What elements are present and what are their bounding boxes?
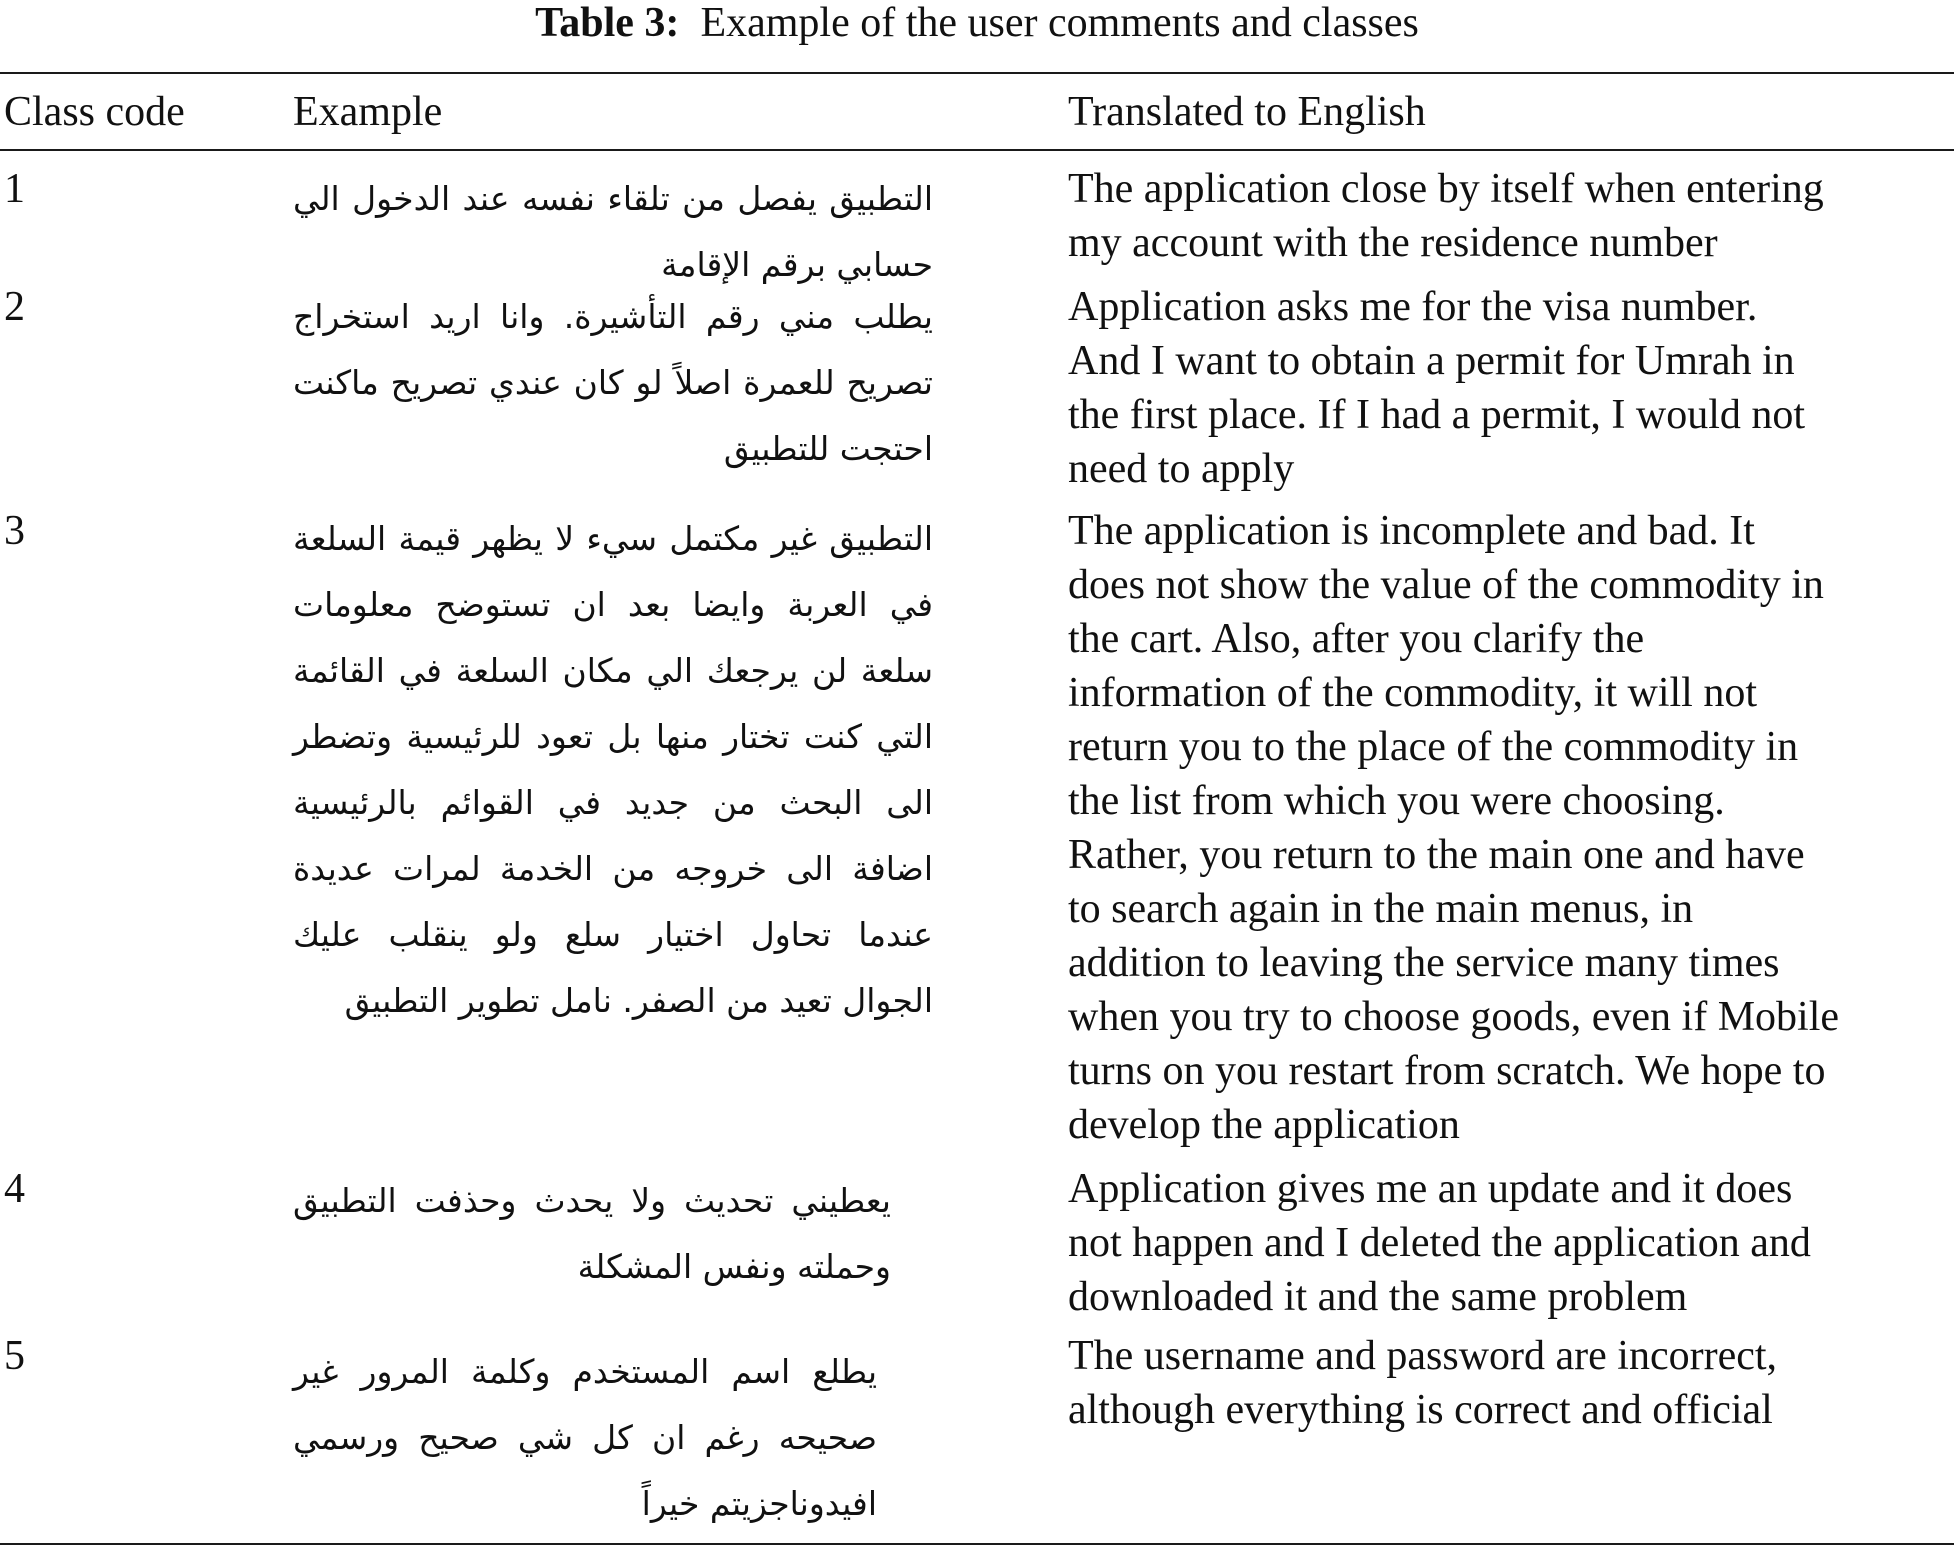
english-translation-cell [1068,504,1948,1152]
translation-line: The application close by itself when entering [1068,166,1824,212]
translation-line: need to apply [1068,446,1295,492]
translation-line: my account with the residence number [1068,220,1718,266]
translation-line: to search again in the main menus, in [1068,886,1694,932]
class-code-cell: 5 [4,1333,25,1379]
arabic-example-cell: يطلب مني رقم التأشيرة. وانا اريد استخراج تصريح للعمرة اصلاً لو كان عندي تصريح ماكنت احتجت للتطبيق [293,297,933,468]
translation-line: Rather, you return to the main one and have [1068,832,1805,878]
translation-line: not happen and I deleted the application and [1068,1220,1811,1266]
header-class-code: Class code [4,89,185,135]
class-code-cell: 4 [4,1166,25,1212]
translation-line: does not show the value of the commodity in [1068,562,1824,608]
table-header-rule [0,149,1954,151]
translation-line: when you try to choose goods, even if Mobile [1068,994,1840,1040]
english-translation-cell [1068,1329,1948,1437]
translation-line: addition to leaving the service many times [1068,940,1780,986]
translation-line: Application gives me an update and it does [1068,1166,1793,1212]
table-bottom-rule [0,1543,1954,1545]
english-translation-cell [1068,280,1948,496]
arabic-example-cell: التطبيق يفصل من تلقاء نفسه عند الدخول الي حسابي برقم الإقامة [293,179,933,284]
translation-line: And I want to obtain a permit for Umrah in [1068,338,1795,384]
table-caption [0,0,1954,46]
translation-line: turns on you restart from scratch. We hope to [1068,1048,1826,1094]
translation-line: downloaded it and the same problem [1068,1274,1688,1320]
class-code-cell: 2 [4,284,25,330]
translation-line: return you to the place of the commodity in [1068,724,1799,770]
translation-line: develop the application [1068,1102,1460,1148]
translation-line: the list from which you were choosing. [1068,778,1725,824]
english-translation-cell [1068,162,1948,270]
translation-line: the cart. Also, after you clarify the [1068,616,1645,662]
english-translation-cell [1068,1162,1948,1324]
table-caption-text: Example of the user comments and classes [700,0,1419,46]
translation-line: although everything is correct and official [1068,1387,1773,1433]
translation-line: the first place. If I had a permit, I would not [1068,392,1806,438]
class-code-cell: 3 [4,508,25,554]
arabic-example-cell: يطلع اسم المستخدم وكلمة المرور غير صحيحه رغم ان كل شي صحيح ورسمي افيدوناجزيتم خيراً [293,1352,877,1523]
arabic-example-cell: يعطيني تحديث ولا يحدث وحذفت التطبيق وحملته ونفس المشكلة [293,1181,891,1286]
arabic-example-cell: التطبيق غير مكتمل سيء لا يظهر قيمة السلعة في العربة وايضا بعد ان تستوضح معلومات سلعة لن يرجعك الي مكان السلعة في القائمة التي كنت تختار منها بل تعود للرئيسية وتضطر الى البحث من جديد في القوائم بالرئيسية اضافة الى خروجه من الخدمة لمرات عديدة عندما تحاول اختيار سلع ولو ينقلب عليك الجوال تعيد من الصفر. نامل تطوير التطبيق [293,519,933,1020]
translation-line: The application is incomplete and bad. It [1068,508,1755,554]
header-translated: Translated to English [1068,89,1426,135]
header-example: Example [293,89,443,135]
class-code-cell: 1 [4,166,25,212]
translation-line: information of the commodity, it will not [1068,670,1758,716]
translation-line: The username and password are incorrect, [1068,1333,1778,1379]
translation-line: Application asks me for the visa number. [1068,284,1758,330]
table-top-rule [0,72,1954,74]
table-caption-label: Table 3: [535,0,680,46]
